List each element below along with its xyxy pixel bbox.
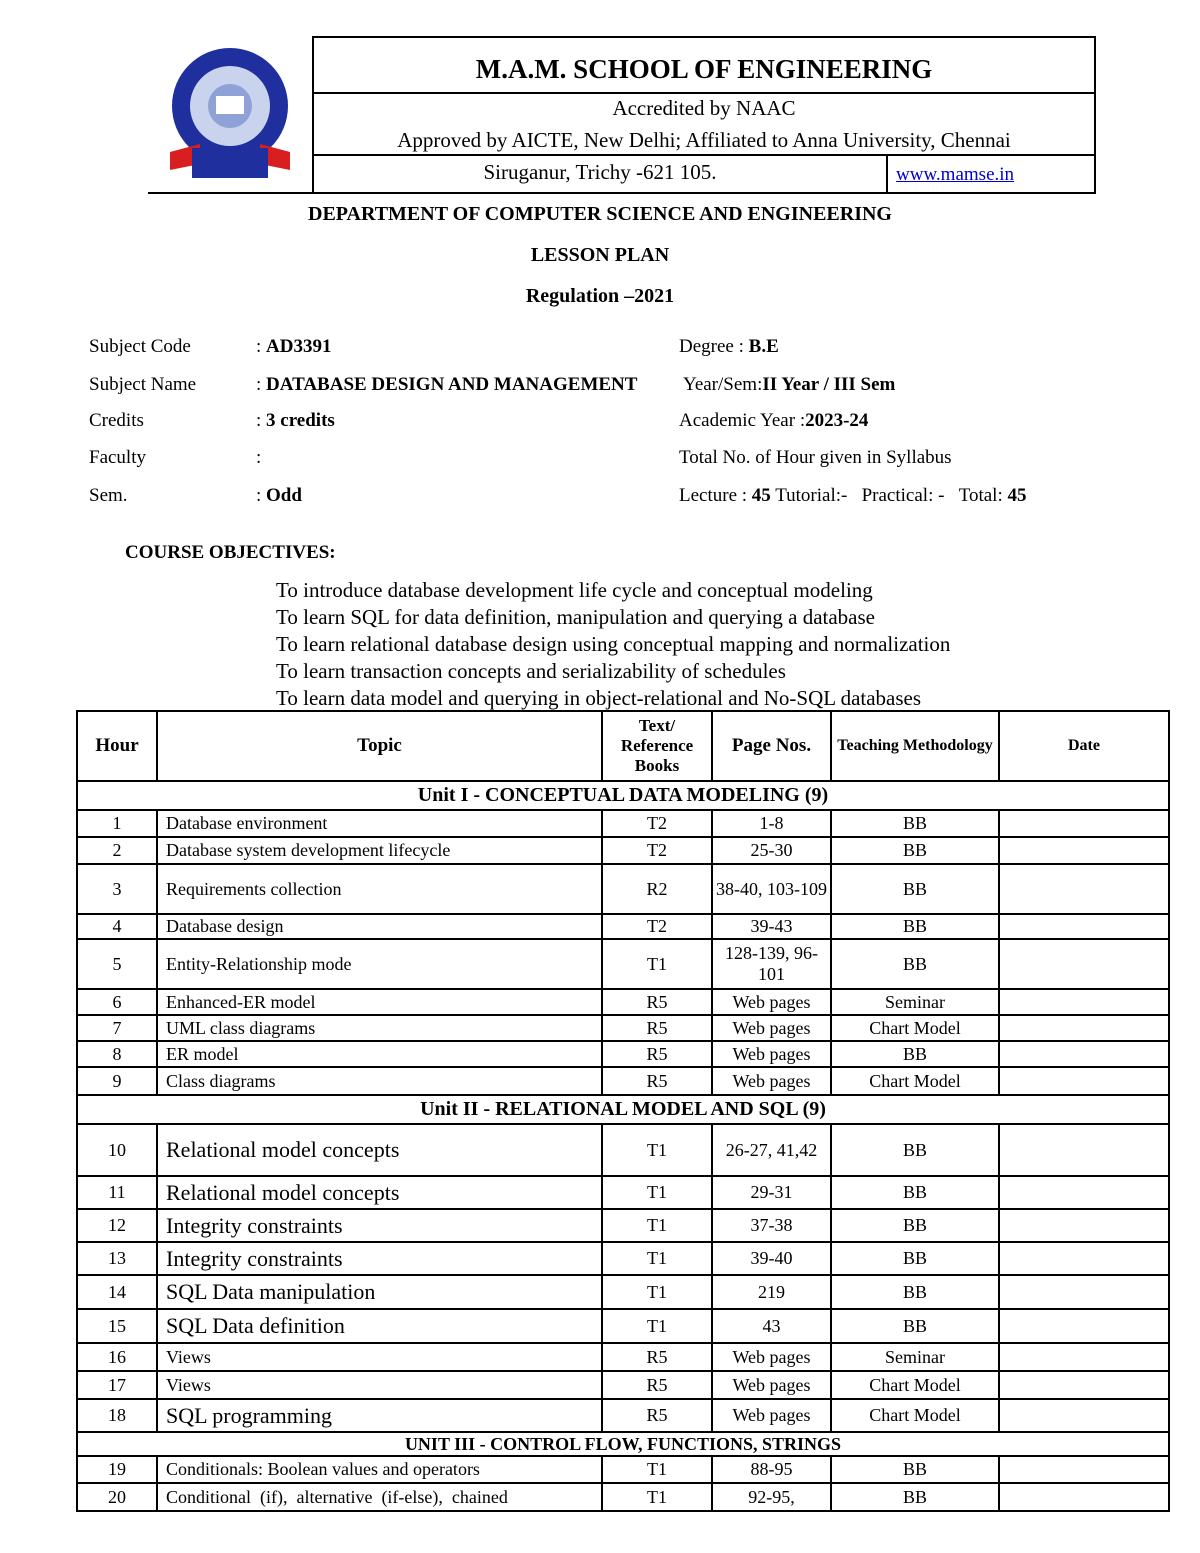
topic-cell: Requirements collection: [157, 864, 602, 914]
method-cell: Chart Model: [831, 1067, 999, 1095]
date-cell[interactable]: [999, 1371, 1169, 1399]
topic-cell: Integrity constraints: [157, 1242, 602, 1275]
header-books: Text/ Reference Books: [602, 711, 712, 781]
table-row: [77, 1176, 1169, 1209]
table-row: [77, 1371, 1169, 1399]
pages-cell: 88-95: [712, 1456, 831, 1483]
subject-code-value: : AD3391: [256, 336, 332, 357]
book-cell: R5: [602, 1015, 712, 1041]
table-row: [77, 1015, 1169, 1041]
unit-row: [77, 1432, 1169, 1456]
book-cell: R5: [602, 989, 712, 1015]
credits-value: : 3 credits: [256, 410, 335, 431]
doc-title: LESSON PLAN: [530, 244, 670, 266]
topic-cell: Database system development lifecycle: [157, 837, 602, 864]
date-cell[interactable]: [999, 1399, 1169, 1432]
hour-cell: 19: [77, 1456, 157, 1483]
book-cell: R5: [602, 1343, 712, 1371]
date-cell[interactable]: [999, 914, 1169, 939]
table-header-row: [77, 711, 1169, 781]
method-cell: Chart Model: [831, 1399, 999, 1432]
pages-cell: 219: [712, 1275, 831, 1309]
method-cell: BB: [831, 837, 999, 864]
book-cell: R5: [602, 1371, 712, 1399]
book-cell: T1: [602, 1209, 712, 1242]
regulation-text: Regulation –2021: [525, 285, 675, 307]
pages-cell: 25-30: [712, 837, 831, 864]
method-cell: BB: [831, 1309, 999, 1343]
sem-value: : Odd: [256, 485, 302, 506]
book-cell: R5: [602, 1041, 712, 1067]
book-cell: R5: [602, 1399, 712, 1432]
objective-item: To learn relational database design using conceptual mapping and normalization: [276, 632, 951, 656]
hour-cell: 9: [77, 1067, 157, 1095]
book-cell: T2: [602, 914, 712, 939]
table-row: [77, 1209, 1169, 1242]
method-cell: BB: [831, 864, 999, 914]
method-cell: BB: [831, 1041, 999, 1067]
date-cell[interactable]: [999, 1343, 1169, 1371]
hour-cell: 11: [77, 1176, 157, 1209]
header-hour: Hour: [77, 711, 157, 781]
website-link[interactable]: www.mamse.in: [896, 164, 1015, 185]
year-sem-field: Year/Sem:II Year / III Sem: [683, 374, 896, 395]
method-cell: BB: [831, 1176, 999, 1209]
topic-cell: Database environment: [157, 810, 602, 837]
method-cell: BB: [831, 1242, 999, 1275]
pages-cell: Web pages: [712, 1067, 831, 1095]
pages-cell: 1-8: [712, 810, 831, 837]
hour-cell: 5: [77, 939, 157, 989]
date-cell[interactable]: [999, 864, 1169, 914]
subject-name-label: Subject Name: [89, 374, 197, 395]
date-cell[interactable]: [999, 1209, 1169, 1242]
header-box: [148, 36, 1096, 194]
pages-cell: Web pages: [712, 1343, 831, 1371]
hour-cell: 1: [77, 810, 157, 837]
method-cell: BB: [831, 914, 999, 939]
college-logo-icon: [160, 44, 300, 184]
pages-cell: 39-43: [712, 914, 831, 939]
table-row: [77, 1343, 1169, 1371]
hour-cell: 18: [77, 1399, 157, 1432]
book-cell: R5: [602, 1067, 712, 1095]
table-row: [77, 1309, 1169, 1343]
hour-cell: 17: [77, 1371, 157, 1399]
unit-1-title: Unit I - CONCEPTUAL DATA MODELING (9): [77, 781, 1169, 810]
topic-cell: Conditionals: Boolean values and operators: [157, 1456, 602, 1483]
total-hours-label: Total No. of Hour given in Syllabus: [679, 447, 952, 468]
hour-cell: 6: [77, 989, 157, 1015]
book-cell: T1: [602, 1456, 712, 1483]
subject-code-label: Subject Code: [89, 336, 191, 357]
pages-cell: 43: [712, 1309, 831, 1343]
table-row: [77, 1483, 1169, 1511]
objectives-title: COURSE OBJECTIVES:: [125, 542, 336, 563]
pages-cell: Web pages: [712, 1041, 831, 1067]
address-text: Siruganur, Trichy -621 105.: [483, 160, 717, 184]
lesson-plan-table: [76, 710, 1170, 1512]
date-cell[interactable]: [999, 1275, 1169, 1309]
hour-cell: 7: [77, 1015, 157, 1041]
topic-cell: Relational model concepts: [157, 1124, 602, 1176]
topic-cell: Relational model concepts: [157, 1176, 602, 1209]
accreditation-text: Accredited by NAAC: [612, 96, 796, 120]
header-date: Date: [999, 711, 1169, 781]
method-cell: BB: [831, 1456, 999, 1483]
date-cell[interactable]: [999, 1015, 1169, 1041]
topic-cell: Enhanced-ER model: [157, 989, 602, 1015]
topic-cell: UML class diagrams: [157, 1015, 602, 1041]
date-cell[interactable]: [999, 1041, 1169, 1067]
table-row: [77, 989, 1169, 1015]
book-cell: T1: [602, 1242, 712, 1275]
hour-cell: 14: [77, 1275, 157, 1309]
faculty-label: Faculty: [89, 447, 146, 468]
date-cell[interactable]: [999, 1483, 1169, 1511]
book-cell: T1: [602, 1309, 712, 1343]
table-row: [77, 1399, 1169, 1432]
table-row: [77, 1242, 1169, 1275]
method-cell: Chart Model: [831, 1015, 999, 1041]
topic-cell: SQL Data manipulation: [157, 1275, 602, 1309]
topic-cell: Views: [157, 1343, 602, 1371]
method-cell: Chart Model: [831, 1371, 999, 1399]
book-cell: T1: [602, 1124, 712, 1176]
date-cell[interactable]: [999, 1067, 1169, 1095]
hour-cell: 20: [77, 1483, 157, 1511]
method-cell: BB: [831, 1275, 999, 1309]
unit-2-title: Unit II - RELATIONAL MODEL AND SQL (9): [77, 1095, 1169, 1124]
hour-cell: 2: [77, 837, 157, 864]
book-cell: T2: [602, 810, 712, 837]
degree-field: Degree : B.E: [679, 336, 779, 357]
objective-item: To introduce database development life cycle and conceptual modeling: [276, 578, 873, 602]
topic-cell: Integrity constraints: [157, 1209, 602, 1242]
hour-cell: 3: [77, 864, 157, 914]
header-topic: Topic: [157, 711, 602, 781]
header-pages: Page Nos.: [712, 711, 831, 781]
institution-name: M.A.M. SCHOOL OF ENGINEERING: [314, 36, 1094, 94]
table-row: [77, 1041, 1169, 1067]
date-cell[interactable]: [999, 989, 1169, 1015]
date-cell[interactable]: [999, 837, 1169, 864]
faculty-value: :: [256, 447, 262, 468]
table-row: [77, 837, 1169, 864]
table-row: [77, 864, 1169, 914]
topic-cell: SQL programming: [157, 1399, 602, 1432]
method-cell: BB: [831, 1209, 999, 1242]
method-cell: BB: [831, 1124, 999, 1176]
topic-cell: SQL Data definition: [157, 1309, 602, 1343]
method-cell: BB: [831, 939, 999, 989]
unit-row: [77, 1095, 1169, 1124]
hour-cell: 13: [77, 1242, 157, 1275]
table-row: [77, 1067, 1169, 1095]
table-row: [77, 1275, 1169, 1309]
book-cell: T1: [602, 939, 712, 989]
topic-cell: Database design: [157, 914, 602, 939]
table-row: [77, 1456, 1169, 1483]
pages-cell: Web pages: [712, 1371, 831, 1399]
pages-cell: 39-40: [712, 1242, 831, 1275]
hours-breakdown: Lecture : 45 Tutorial:- Practical: - Total: 45: [679, 485, 1027, 506]
subject-name-value: : DATABASE DESIGN AND MANAGEMENT: [256, 374, 638, 395]
website-cell: [886, 156, 1094, 192]
table-row: [77, 914, 1169, 939]
pages-cell: Web pages: [712, 989, 831, 1015]
pages-cell: 38-40, 103-109: [712, 864, 831, 914]
unit-row: [77, 781, 1169, 810]
book-cell: T2: [602, 837, 712, 864]
department-title: DEPARTMENT OF COMPUTER SCIENCE AND ENGINEERING: [308, 203, 892, 225]
topic-cell: Conditional (if), alternative (if-else), chained: [157, 1483, 602, 1511]
pages-cell: Web pages: [712, 1399, 831, 1432]
date-cell[interactable]: [999, 1176, 1169, 1209]
table-row: [77, 810, 1169, 837]
pages-cell: 37-38: [712, 1209, 831, 1242]
method-cell: Seminar: [831, 989, 999, 1015]
pages-cell: 26-27, 41,42: [712, 1124, 831, 1176]
table-row: [77, 939, 1169, 989]
hour-cell: 10: [77, 1124, 157, 1176]
topic-cell: Class diagrams: [157, 1067, 602, 1095]
hour-cell: 12: [77, 1209, 157, 1242]
pages-cell: Web pages: [712, 1015, 831, 1041]
pages-cell: 92-95,: [712, 1483, 831, 1511]
hour-cell: 8: [77, 1041, 157, 1067]
hour-cell: 4: [77, 914, 157, 939]
book-cell: T1: [602, 1483, 712, 1511]
topic-cell: ER model: [157, 1041, 602, 1067]
date-cell[interactable]: [999, 1124, 1169, 1176]
credits-label: Credits: [89, 410, 144, 431]
pages-cell: 128-139, 96-101: [712, 939, 831, 989]
date-cell[interactable]: [999, 1242, 1169, 1275]
date-cell[interactable]: [999, 939, 1169, 989]
objective-item: To learn data model and querying in object-relational and No-SQL databases: [276, 686, 922, 710]
approval-text: Approved by AICTE, New Delhi; Affiliated to Anna University, Chennai: [314, 128, 1094, 156]
objective-item: To learn transaction concepts and serializability of schedules: [276, 659, 786, 683]
topic-cell: Entity-Relationship mode: [157, 939, 602, 989]
hour-cell: 16: [77, 1343, 157, 1371]
header-methodology: Teaching Methodology: [831, 711, 999, 781]
pages-cell: 29-31: [712, 1176, 831, 1209]
objective-item: To learn SQL for data definition, manipulation and querying a database: [276, 605, 875, 629]
book-cell: T1: [602, 1275, 712, 1309]
academic-year-field: Academic Year :2023-24: [679, 410, 869, 431]
unit-3-title: UNIT III - CONTROL FLOW, FUNCTIONS, STRINGS: [77, 1432, 1169, 1456]
hour-cell: 15: [77, 1309, 157, 1343]
date-cell[interactable]: [999, 810, 1169, 837]
method-cell: BB: [831, 1483, 999, 1511]
date-cell[interactable]: [999, 1456, 1169, 1483]
table-row: [77, 1124, 1169, 1176]
logo-cell: [148, 36, 314, 192]
date-cell[interactable]: [999, 1309, 1169, 1343]
book-cell: R2: [602, 864, 712, 914]
method-cell: BB: [831, 810, 999, 837]
book-cell: T1: [602, 1176, 712, 1209]
method-cell: Seminar: [831, 1343, 999, 1371]
topic-cell: Views: [157, 1371, 602, 1399]
sem-label: Sem.: [89, 485, 128, 506]
